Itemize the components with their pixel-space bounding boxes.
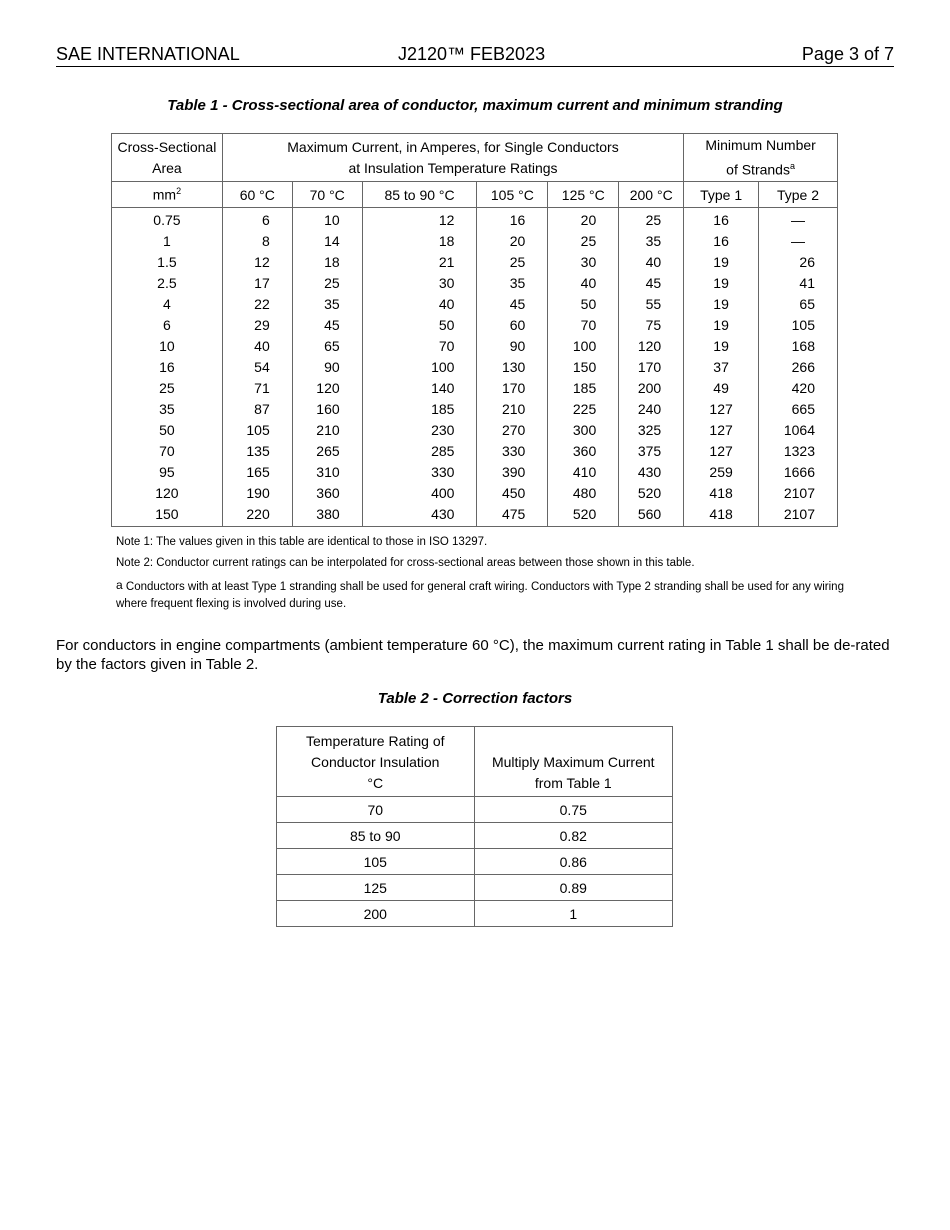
table-cell: 1 (112, 231, 223, 252)
table-cell: 210 (477, 399, 548, 420)
table-cell: 17 (222, 273, 292, 294)
temp-col-header: 105 °C (477, 182, 548, 208)
table-cell: 2107 (759, 504, 838, 527)
table-cell: 19 (684, 252, 759, 273)
table-row (112, 231, 838, 252)
table-cell: 105 (759, 315, 838, 336)
table-cell: 26 (759, 252, 838, 273)
table-cell: 55 (619, 294, 684, 315)
table-row (112, 483, 838, 504)
table-cell: 410 (548, 462, 619, 483)
table-cell: 240 (619, 399, 684, 420)
table-cell: 100 (362, 357, 477, 378)
table-cell: 12 (362, 208, 477, 232)
table-cell: 19 (684, 273, 759, 294)
table-cell: 150 (548, 357, 619, 378)
table-cell: 127 (684, 441, 759, 462)
table-cell: 22 (222, 294, 292, 315)
table-row (112, 252, 838, 273)
table-cell: 65 (759, 294, 838, 315)
table-cell: 20 (548, 208, 619, 232)
table-cell: 25 (619, 208, 684, 232)
table-cell: 30 (548, 252, 619, 273)
table-cell: 210 (292, 420, 362, 441)
table-cell: 19 (684, 315, 759, 336)
table-cell: 1.5 (112, 252, 223, 273)
temp-col-header: 125 °C (548, 182, 619, 208)
table1 (111, 133, 838, 527)
table-cell: 100 (548, 336, 619, 357)
header-doc-id: J2120™ FEB2023 (398, 44, 546, 64)
table-cell: 270 (477, 420, 548, 441)
table-cell: 170 (477, 378, 548, 399)
table-cell: 71 (222, 378, 292, 399)
table2-caption: Table 2 - Correction factors (377, 690, 573, 707)
table-cell: 325 (619, 420, 684, 441)
table-cell: 50 (548, 294, 619, 315)
strand-type-header: Type 2 (759, 182, 838, 208)
table-cell: 70 (277, 797, 475, 823)
table-cell: 665 (759, 399, 838, 420)
table-cell: 190 (222, 483, 292, 504)
table-row (277, 901, 673, 927)
table-row (112, 208, 838, 232)
table-cell: 390 (477, 462, 548, 483)
table-cell: 220 (222, 504, 292, 527)
table-cell: 16 (684, 208, 759, 232)
strands-header: Minimum Number of Strands$^a$ (684, 134, 838, 182)
table-cell: 45 (292, 315, 362, 336)
table-cell: 25 (292, 273, 362, 294)
table-cell: 10 (292, 208, 362, 232)
table-row (112, 336, 838, 357)
header-org: SAE INTERNATIONAL (56, 44, 240, 64)
table-cell: 60 (477, 315, 548, 336)
table-row (112, 378, 838, 399)
table-row (277, 849, 673, 875)
table-row (112, 399, 838, 420)
table-cell: 225 (548, 399, 619, 420)
body-paragraph: For conductors in engine compartments (ambient temperature 60 °C), the maximum current rating in Table 1 shall be de-rated by the factors given in Table 2. (56, 637, 890, 673)
table-cell: 18 (292, 252, 362, 273)
table-cell: 45 (619, 273, 684, 294)
table-cell: 50 (362, 315, 477, 336)
table-cell: 265 (292, 441, 362, 462)
table-row (112, 504, 838, 527)
table-cell: 160 (292, 399, 362, 420)
table-cell: 16 (477, 208, 548, 232)
table-cell: 430 (619, 462, 684, 483)
table-row (277, 797, 673, 823)
table-cell: 45 (477, 294, 548, 315)
table-cell: 135 (222, 441, 292, 462)
table2 (276, 726, 673, 927)
table1-note1: Note 1: The values given in this table are identical to those in ISO 13297. (116, 536, 488, 548)
table-cell: 1666 (759, 462, 838, 483)
table-cell: 16 (112, 357, 223, 378)
table-cell: 140 (362, 378, 477, 399)
table-cell: 266 (759, 357, 838, 378)
table1-caption: Table 1 - Cross-sectional area of conductor, maximum current and minimum stranding (167, 97, 783, 114)
table-cell: 185 (548, 378, 619, 399)
table-cell: 200 (277, 901, 475, 927)
table-cell: 285 (362, 441, 477, 462)
table1-subheader-row (112, 182, 838, 208)
table-row (277, 823, 673, 849)
table-cell: 25 (548, 231, 619, 252)
table-cell: 480 (548, 483, 619, 504)
table-cell: 40 (548, 273, 619, 294)
table-cell: 450 (477, 483, 548, 504)
table-cell: 65 (292, 336, 362, 357)
table-cell: 90 (292, 357, 362, 378)
table-cell: 105 (277, 849, 475, 875)
table-cell: 1 (474, 901, 672, 927)
table-cell: 12 (222, 252, 292, 273)
table-cell: 18 (362, 231, 477, 252)
header-page-number: Page 3 of 7 (801, 44, 894, 64)
table-row (112, 273, 838, 294)
table-cell: 25 (477, 252, 548, 273)
table-cell: 37 (684, 357, 759, 378)
table-cell: 200 (619, 378, 684, 399)
table-cell: 0.89 (474, 875, 672, 901)
table-cell: 30 (362, 273, 477, 294)
table-cell: 259 (684, 462, 759, 483)
table-row (112, 315, 838, 336)
temp-rating-header: Temperature Rating of Conductor Insulation °C (277, 727, 475, 797)
table-cell: 520 (619, 483, 684, 504)
table-cell: 75 (619, 315, 684, 336)
table-cell: 230 (362, 420, 477, 441)
table-cell: 0.86 (474, 849, 672, 875)
table-cell: 35 (292, 294, 362, 315)
table-cell: 560 (619, 504, 684, 527)
table-cell: 120 (619, 336, 684, 357)
table-cell: 150 (112, 504, 223, 527)
temp-col-header: 60 °C (222, 182, 292, 208)
table-cell: 127 (684, 420, 759, 441)
table-cell: 40 (222, 336, 292, 357)
table-cell: 40 (619, 252, 684, 273)
temp-col-header: 70 °C (292, 182, 362, 208)
table-cell: 0.75 (112, 208, 223, 232)
table-cell: 300 (548, 420, 619, 441)
table-cell: 8 (222, 231, 292, 252)
table-cell: 430 (362, 504, 477, 527)
table-cell: 2.5 (112, 273, 223, 294)
table-cell: 25 (112, 378, 223, 399)
current-header: Maximum Current, in Amperes, for Single Conductors at Insulation Temperature Ratings (222, 134, 683, 182)
table-cell: 380 (292, 504, 362, 527)
table-cell: 19 (684, 336, 759, 357)
table-row (112, 441, 838, 462)
strand-type-header: Type 1 (684, 182, 759, 208)
table-row (112, 420, 838, 441)
temp-col-header: 200 °C (619, 182, 684, 208)
table-cell: 170 (619, 357, 684, 378)
table-row (277, 875, 673, 901)
table-cell: 90 (477, 336, 548, 357)
table-cell: 6 (112, 315, 223, 336)
table-cell: 375 (619, 441, 684, 462)
table-cell: 87 (222, 399, 292, 420)
table-cell: — (759, 208, 838, 232)
table-cell: 130 (477, 357, 548, 378)
table1-footnote: a Conductors with at least Type 1 stranding shall be used for general craft wiring. Conductors with Type 2 stranding shall be used for any wiring where frequent flexing is involved during use. (116, 578, 844, 610)
table-cell: 29 (222, 315, 292, 336)
table-cell: 54 (222, 357, 292, 378)
table-cell: 50 (112, 420, 223, 441)
table-cell: 360 (292, 483, 362, 504)
table-cell: 35 (112, 399, 223, 420)
table-cell: 70 (548, 315, 619, 336)
table-cell: 4 (112, 294, 223, 315)
table-cell: 21 (362, 252, 477, 273)
table-cell: 0.75 (474, 797, 672, 823)
table-cell: 16 (684, 231, 759, 252)
table-cell: 49 (684, 378, 759, 399)
table-cell: — (759, 231, 838, 252)
table-cell: 14 (292, 231, 362, 252)
table-cell: 330 (362, 462, 477, 483)
table-cell: 40 (362, 294, 477, 315)
table-cell: 127 (684, 399, 759, 420)
table-cell: 125 (277, 875, 475, 901)
temp-col-header: 85 to 90 °C (362, 182, 477, 208)
table-cell: 330 (477, 441, 548, 462)
table-cell: 520 (548, 504, 619, 527)
table-cell: 418 (684, 483, 759, 504)
table-cell: 10 (112, 336, 223, 357)
table-cell: 2107 (759, 483, 838, 504)
table-cell: 19 (684, 294, 759, 315)
unit-header: $mm^2$ (112, 182, 223, 208)
table-cell: 420 (759, 378, 838, 399)
table1-note2: Note 2: Conductor current ratings can be interpolated for cross-sectional areas between those shown in this table. (116, 557, 695, 569)
table-cell: 20 (477, 231, 548, 252)
table-row (112, 294, 838, 315)
table-cell: 105 (222, 420, 292, 441)
table-cell: 41 (759, 273, 838, 294)
multiplier-header: Multiply Maximum Current from Table 1 (474, 727, 672, 797)
table-cell: 165 (222, 462, 292, 483)
table-cell: 120 (112, 483, 223, 504)
table-cell: 95 (112, 462, 223, 483)
table-cell: 185 (362, 399, 477, 420)
table-cell: 120 (292, 378, 362, 399)
table-cell: 70 (112, 441, 223, 462)
table-row (112, 462, 838, 483)
table-cell: 85 to 90 (277, 823, 475, 849)
table-cell: 168 (759, 336, 838, 357)
table-cell: 310 (292, 462, 362, 483)
table-cell: 1064 (759, 420, 838, 441)
table-cell: 70 (362, 336, 477, 357)
table-row (112, 357, 838, 378)
table-cell: 418 (684, 504, 759, 527)
table-cell: 0.82 (474, 823, 672, 849)
table-cell: 35 (477, 273, 548, 294)
table-cell: 400 (362, 483, 477, 504)
table-cell: 35 (619, 231, 684, 252)
table-cell: 360 (548, 441, 619, 462)
table-cell: 475 (477, 504, 548, 527)
page-header (56, 44, 894, 67)
table-cell: 1323 (759, 441, 838, 462)
area-header: Cross-Sectional Area (112, 134, 223, 182)
table-cell: 6 (222, 208, 292, 232)
